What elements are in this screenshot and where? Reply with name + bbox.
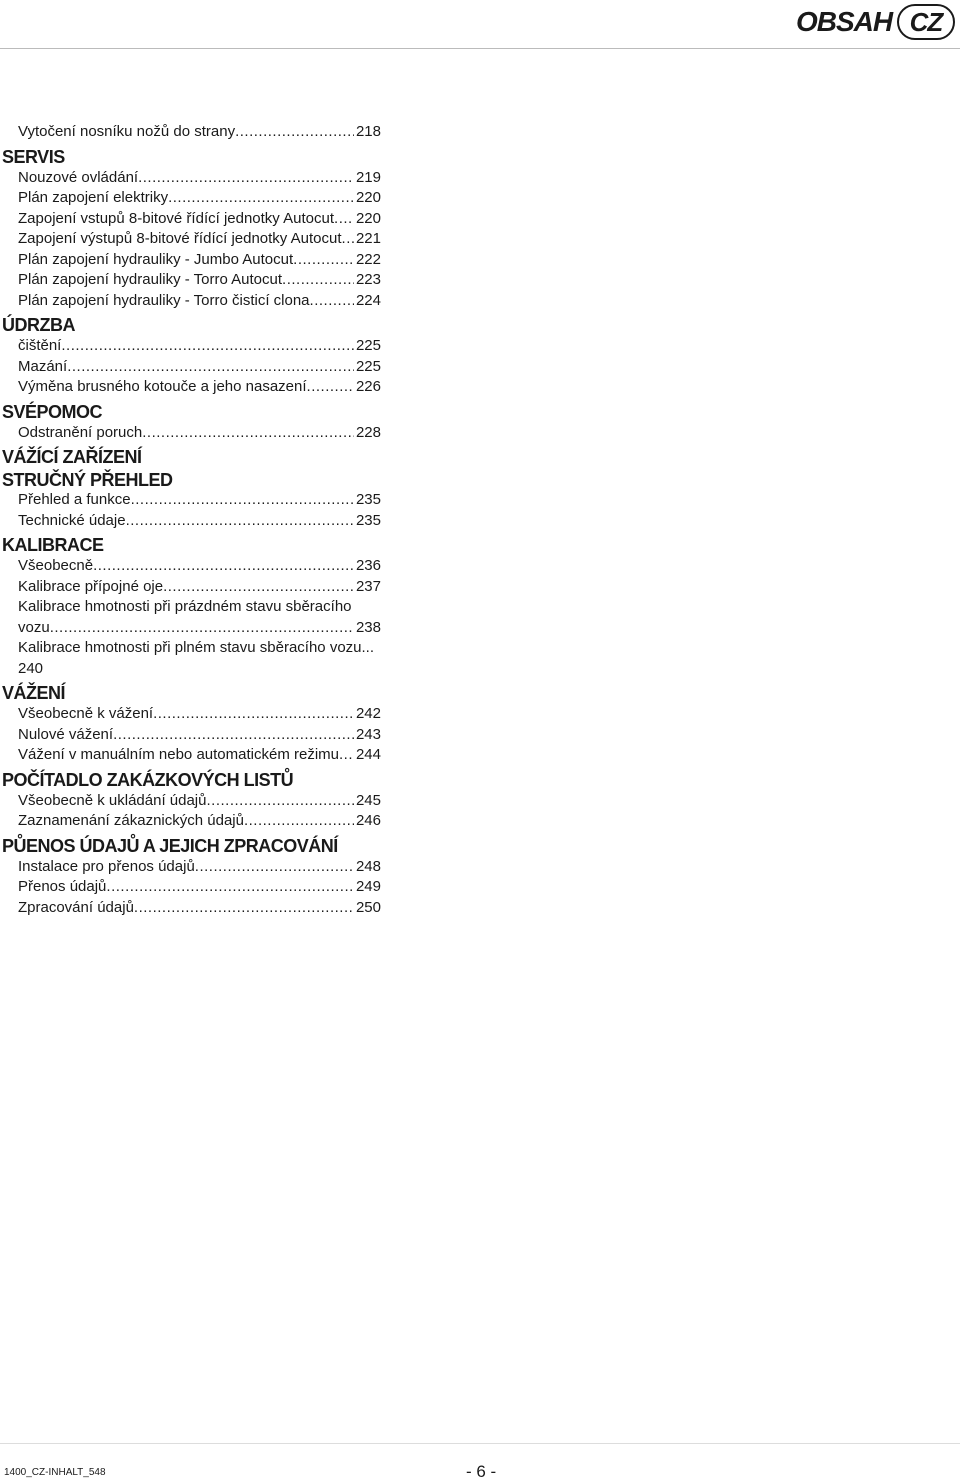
toc-entry[interactable] — [18, 423, 381, 444]
toc-entry-page: 225 — [355, 337, 381, 354]
toc-entry[interactable] — [18, 811, 381, 832]
toc-section-heading[interactable]: SVÉPOMOC — [2, 401, 103, 422]
toc-entry-page: 218 — [355, 123, 381, 140]
toc-entry[interactable] — [18, 168, 381, 189]
toc-entry[interactable] — [18, 577, 381, 598]
toc-section-udrzba — [0, 336, 400, 398]
toc-entry[interactable] — [18, 377, 381, 398]
toc-entry[interactable] — [18, 270, 381, 291]
toc-entry-page: 235 — [355, 511, 381, 529]
toc-section-heading[interactable]: KALIBRACE — [2, 535, 104, 555]
toc-entry-page: 228 — [355, 423, 381, 441]
toc-entry[interactable] — [18, 209, 381, 230]
toc-section-heading[interactable]: SERVIS — [2, 146, 65, 167]
toc-entry-title: Plán zapojení hydrauliky - Torro čisticí clona — [18, 291, 310, 309]
toc-entry-title: Mazání — [18, 357, 68, 375]
toc-entry-page: 235 — [355, 491, 381, 508]
toc-leader — [93, 556, 354, 577]
toc-leader — [106, 877, 354, 898]
toc-entry-title: Kalibrace přípojné oje — [18, 577, 164, 595]
toc-entry[interactable] — [18, 291, 381, 312]
language-badge: CZ — [897, 4, 955, 40]
toc-leader — [153, 704, 354, 725]
toc-entry-page: 250 — [355, 898, 381, 916]
toc-entry[interactable] — [18, 556, 381, 577]
toc-entry-title: Přenos údajů — [18, 878, 107, 895]
toc-leader — [206, 791, 353, 812]
toc-entry-page: 242 — [355, 705, 381, 722]
page-number: - 6 - — [466, 1462, 497, 1481]
toc-leader — [131, 490, 354, 511]
toc-leader — [342, 229, 354, 250]
toc-entry-title: Přehled a funkce — [18, 491, 131, 508]
toc-leader — [339, 745, 354, 766]
toc-entry-page: 219 — [355, 168, 381, 186]
toc-leader — [310, 291, 354, 312]
toc-entry[interactable] — [18, 511, 381, 532]
toc-entry-title: Zpracování údajů — [18, 898, 134, 916]
toc-entry-title: Nouzové ovládání — [18, 168, 139, 186]
toc-leader — [138, 168, 354, 189]
toc-section-heading[interactable]: PŮENOS ÚDAJŮ A JEJICH ZPRACOVÁNÍ — [2, 835, 338, 856]
toc-entry-title: Plán zapojení elektriky — [18, 189, 169, 206]
toc-entry-title: Plán zapojení hydrauliky - Jumbo Autocut — [18, 250, 294, 268]
toc-entry-title: Všeobecně k ukládání údajů — [18, 791, 207, 809]
toc-entry-page: 245 — [355, 791, 381, 809]
toc-entry[interactable] — [18, 336, 381, 357]
toc-leader — [61, 336, 354, 357]
toc-entry-page: 249 — [355, 878, 381, 895]
table-of-contents — [0, 122, 400, 918]
toc-entry-title: Zapojení vstupů 8-bitové řídící jednotky Autocut — [18, 209, 335, 227]
toc-entry[interactable] — [18, 490, 381, 511]
toc-entry-page: 224 — [355, 291, 381, 309]
toc-entry-page: 244 — [355, 746, 381, 763]
toc-entry-title: Plán zapojení hydrauliky - Torro Autocut — [18, 271, 283, 288]
toc-entry-title: vozu — [18, 618, 50, 636]
toc-section-strucny — [0, 490, 400, 531]
header-divider — [0, 48, 960, 49]
toc-entry-title: Vážení v manuálním nebo automatickém režimu — [18, 746, 339, 763]
toc-leader — [307, 377, 354, 398]
toc-entry-title: Zaznamenání zákaznických údajů — [18, 812, 244, 829]
toc-entry-title: Všeobecně — [18, 557, 94, 574]
toc-section-heading[interactable]: STRUČNÝ PŘEHLED — [2, 470, 173, 490]
toc-entry-page[interactable]: 240 — [18, 659, 44, 677]
toc-entry-page: 238 — [355, 618, 381, 636]
toc-section-heading[interactable]: POČÍTADLO ZAKÁZKOVÝCH LISTŮ — [2, 769, 294, 790]
toc-leader — [293, 250, 354, 271]
toc-entry[interactable] — [18, 898, 381, 919]
toc-leader — [113, 725, 354, 746]
toc-leader — [126, 511, 354, 532]
document-code: 1400_CZ-INHALT_548 — [4, 1467, 106, 1478]
toc-entry-page: 243 — [355, 725, 381, 743]
footer-divider — [0, 1443, 960, 1444]
toc-entry-page: 222 — [355, 250, 381, 268]
toc-leader — [235, 122, 354, 143]
toc-entry[interactable] — [18, 357, 381, 378]
toc-entry-wrapped-line[interactable]: Kalibrace hmotnosti při plném stavu sběracího vozu... — [18, 639, 375, 656]
toc-entry-page: 236 — [355, 557, 381, 574]
toc-entry-page: 226 — [355, 378, 381, 395]
page-header — [0, 0, 960, 50]
toc-leader — [50, 618, 354, 639]
toc-entry-page: 246 — [355, 812, 381, 829]
toc-entry-title: Odstranění poruch — [18, 423, 143, 441]
toc-leader — [244, 811, 354, 832]
toc-section-heading[interactable]: VÁŽÍCÍ ZAŘÍZENÍ — [2, 447, 142, 467]
toc-entry[interactable] — [18, 618, 381, 639]
toc-entry[interactable] — [18, 791, 381, 812]
toc-entry[interactable] — [18, 725, 381, 746]
toc-leader — [67, 357, 354, 378]
toc-section-prenos — [0, 857, 400, 919]
toc-entry-page: 237 — [355, 577, 381, 595]
toc-entry-title: čištění — [18, 337, 62, 354]
toc-section-pocitadlo — [0, 791, 400, 832]
toc-entry-title: Zapojení výstupů 8-bitové řídící jednotky Autocut — [18, 230, 342, 247]
toc-entry[interactable] — [18, 704, 381, 725]
toc-leader — [282, 270, 354, 291]
toc-section-servis — [0, 168, 400, 312]
toc-entry-page: 221 — [355, 230, 381, 247]
toc-entry-page: 248 — [355, 857, 381, 875]
toc-section-svepomoc — [0, 423, 400, 444]
toc-section-vazeni — [0, 704, 400, 766]
toc-leader — [334, 209, 354, 230]
toc-entry-page: 220 — [355, 209, 381, 227]
toc-entry-wrapped-line[interactable]: Kalibrace hmotnosti při prázdném stavu sběracího — [18, 598, 352, 615]
toc-entry[interactable] — [18, 877, 381, 898]
toc-entry-title: Instalace pro přenos údajů — [18, 857, 195, 875]
toc-entry[interactable] — [18, 857, 381, 878]
toc-section-heading[interactable]: VÁŽENÍ — [2, 683, 66, 703]
toc-leader — [142, 423, 354, 444]
toc-entry[interactable] — [18, 122, 381, 143]
toc-entry-page: 225 — [355, 357, 381, 375]
toc-entry-title: Výměna brusného kotouče a jeho nasazení — [18, 378, 307, 395]
toc-entry-title: Nulové vážení — [18, 725, 114, 743]
toc-entry[interactable] — [18, 250, 381, 271]
toc-entry[interactable] — [18, 188, 381, 209]
toc-entry-page: 220 — [355, 189, 381, 206]
toc-entry[interactable] — [18, 229, 381, 250]
toc-entry-title: Vytočení nosníku nožů do strany — [18, 123, 236, 140]
toc-entry-page: 223 — [355, 271, 381, 288]
toc-leader — [195, 857, 354, 878]
toc-leader — [134, 898, 354, 919]
toc-entry[interactable] — [18, 745, 381, 766]
toc-section-heading[interactable]: ÚDRZBA — [2, 315, 75, 335]
toc-leader — [168, 188, 354, 209]
toc-entry-title: Všeobecně k vážení — [18, 705, 154, 722]
header-title: OBSAH — [796, 6, 893, 37]
toc-entry-title: Technické údaje — [18, 511, 126, 529]
toc-leader — [163, 577, 354, 598]
toc-section-kalibrace — [0, 556, 400, 679]
